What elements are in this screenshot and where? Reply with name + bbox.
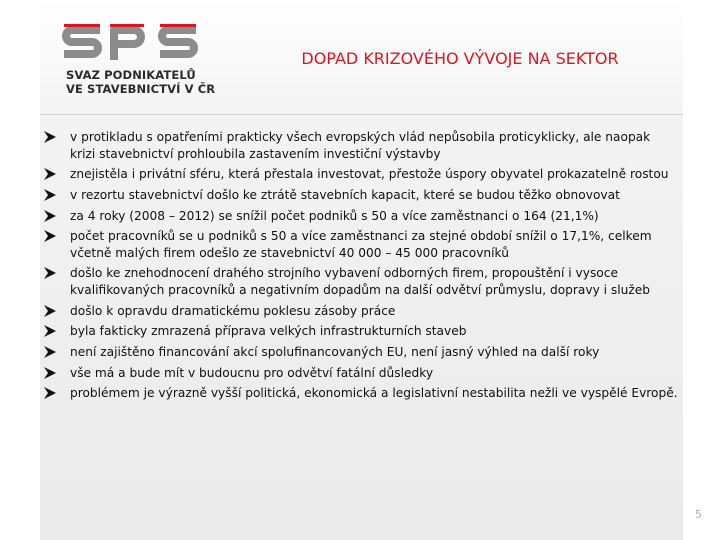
- arrow-bullet-icon: [42, 229, 58, 243]
- bullet-item: [42, 187, 678, 204]
- arrow-bullet-icon: [42, 130, 58, 144]
- bullet-item: [42, 129, 678, 162]
- bullet-text: počet pracovníků se u podniků s 50 a více zaměstnanci za stejné období snížil o 17,1%, celkem včetně malých firem odešlo ze stavebnictví 40 000 – 45 000 pracovníků: [70, 229, 652, 260]
- arrow-bullet-icon: [42, 167, 58, 181]
- slide-title: DOPAD KRIZOVÉHO VÝVOJE NA SEKTOR: [301, 49, 619, 68]
- sps-logo: [62, 24, 216, 104]
- bullet-text: došlo ke znehodnocení drahého strojního vybavení odborných firem, propouštění i vysoce kvalifikovaných pracovníků a negativním dopadům na další odvětví průmyslu, dopravy i služeb: [70, 266, 651, 297]
- arrow-bullet-icon: [42, 324, 58, 338]
- arrow-bullet-icon: [42, 366, 58, 380]
- bullet-text: vše má a bude mít v budoucnu pro odvětví fatální důsledky: [70, 365, 434, 380]
- arrow-bullet-icon: [42, 386, 58, 400]
- bullet-item: [42, 228, 678, 261]
- bullet-text: není zajištěno financování akcí spolufinancovaných EU, není jasný výhled na další roky: [70, 345, 600, 359]
- bullet-list: [42, 129, 678, 406]
- bullet-item: [42, 166, 678, 183]
- bullet-text: v protikladu s opatřeními prakticky všech evropských vlád nepůsobila proticyklicky, ale naopak krizi stavebnictví prohloubila zastavením investiční výstavby: [70, 130, 651, 161]
- logo-subtitle-line2: VE STAVEBNICTVÍ V ČR: [66, 82, 216, 96]
- bullet-text: za 4 roky (2008 – 2012) se snížil počet podniků s 50 a více zaměstnanci o 164 (21,1%): [70, 208, 599, 223]
- bullet-item: [42, 344, 678, 361]
- logo-subtitle-line1: SVAZ PODNIKATELŮ: [66, 68, 196, 82]
- bullet-item: [42, 385, 678, 402]
- bullet-text: byla fakticky zmrazená příprava velkých infrastrukturních staveb: [70, 324, 467, 339]
- bullet-item: [42, 208, 678, 225]
- arrow-bullet-icon: [42, 345, 58, 359]
- logo-subtitle: [66, 68, 215, 96]
- bullet-text: znejistěla i privátní sféru, která přestala investovat, přestože úspory obyvatel prokazatelně rostou: [70, 167, 669, 182]
- arrow-bullet-icon: [42, 304, 58, 318]
- header-divider: [40, 114, 683, 115]
- bullet-item: [42, 303, 678, 320]
- arrow-bullet-icon: [42, 209, 58, 223]
- page-number: 5: [695, 508, 702, 521]
- bullet-item: [42, 323, 678, 340]
- arrow-bullet-icon: [42, 266, 58, 280]
- bullet-text: problémem je výrazně vyšší politická, ekonomická a legislativní nestabilita nežli ve vyspělé Evropě.: [70, 386, 678, 401]
- bullet-text: v rezortu stavebnictví došlo ke ztrátě stavebních kapacit, které se budou těžko obnovovat: [70, 187, 620, 202]
- bullet-text: došlo k opravdu dramatickému poklesu zásoby práce: [70, 303, 396, 318]
- bullet-item: [42, 265, 678, 298]
- bullet-item: [42, 365, 678, 382]
- sps-wordmark-icon: [62, 24, 202, 64]
- arrow-bullet-icon: [42, 188, 58, 202]
